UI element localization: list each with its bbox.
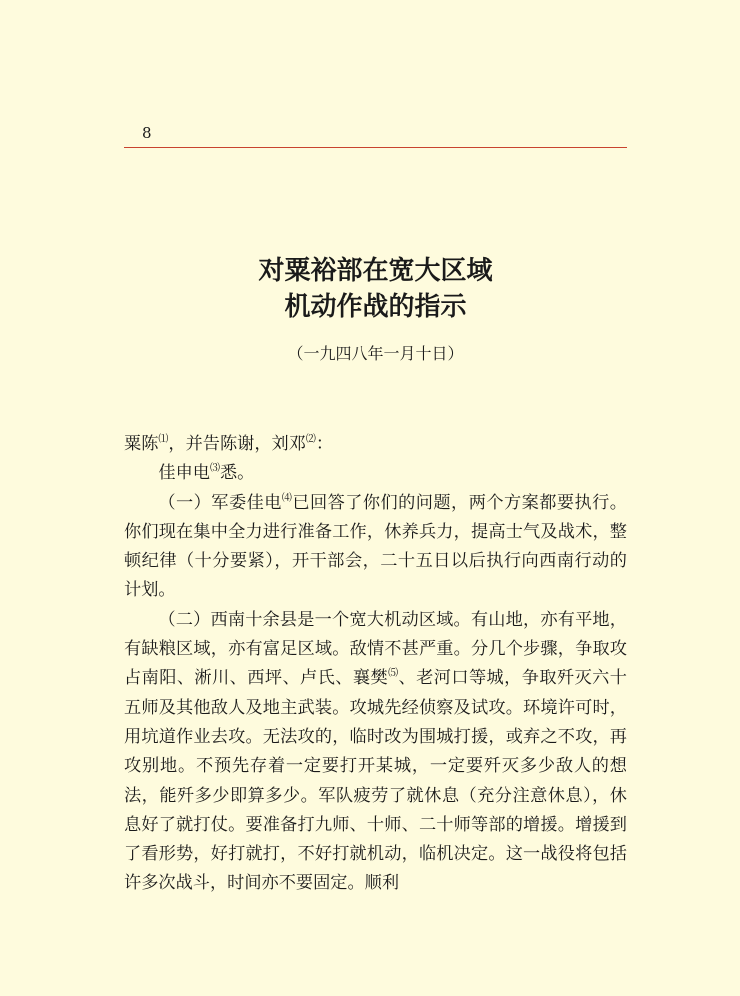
paragraph-1-text-2: 已回答了你们的问题，两个方案都要执行。你们现在集中全力进行准备工作，休养兵力，提高士气及战术，整顿纪律（十分要紧），开干部会，二十五日以后执行向西南行动的计划。 [124,492,627,601]
title-line-2: 机动作战的指示 [284,292,467,322]
receipt-text-1: 佳申电 [158,463,210,484]
document-date: （一九四八年一月十日） [287,344,464,363]
paragraph-1 [124,489,627,606]
paragraph-2-text-2: 、老河口等城，争取歼灭六十五师及其他敌人及地主武装。攻城先经侦察及试攻。环境许可时，用坑道作业去攻。无法攻的，临时改为围城打援，或弃之不攻，再攻别地。不预先存着一定要打开某城，一定要歼灭多少敌人的想法，能歼多少即算多少。军队疲劳了就休息（充分注意休息），休息好了就打仗。要准备打九师、十师、二十师等部的增援。增援到了看形势，好打就打，不好打就机动，临机决定。这一战役将包括许多次战斗，时间亦不要固定。顺利 [124,668,627,894]
body-text [124,430,627,899]
header-rule [124,147,627,148]
receipt-text-2: 悉。 [219,463,255,484]
paragraph-1-text-1: （一）军委佳电 [158,492,282,513]
title-line-1: 对粟裕部在宽大区域 [258,256,493,286]
paragraph-2-text-1: （二）西南十余县是一个宽大机动区域。有山地，亦有平地，有缺粮区域，亦有富足区域。敌情不甚严重。分几个步骤，争取攻占南阳、淅川、西坪、卢氏、襄樊 [124,609,627,689]
footnote-ref-1[interactable]: ⑴ [158,434,169,445]
page-number: 8 [142,124,152,142]
footnote-ref-4[interactable]: ⑷ [281,492,293,504]
document-title [124,253,627,325]
footnote-ref-5[interactable]: ⑸ [388,668,399,680]
addressee-text-1: 粟陈 [124,434,159,454]
footnote-ref-2[interactable]: ⑵ [305,434,316,445]
footnote-ref-3[interactable]: ⑶ [209,463,220,475]
addressee-text-3: ： [315,434,334,454]
addressee-text-2: ，并告陈谢，刘邓 [168,434,306,454]
paragraph-2 [124,606,627,899]
addressee-line [124,430,627,459]
receipt-line [124,459,627,488]
